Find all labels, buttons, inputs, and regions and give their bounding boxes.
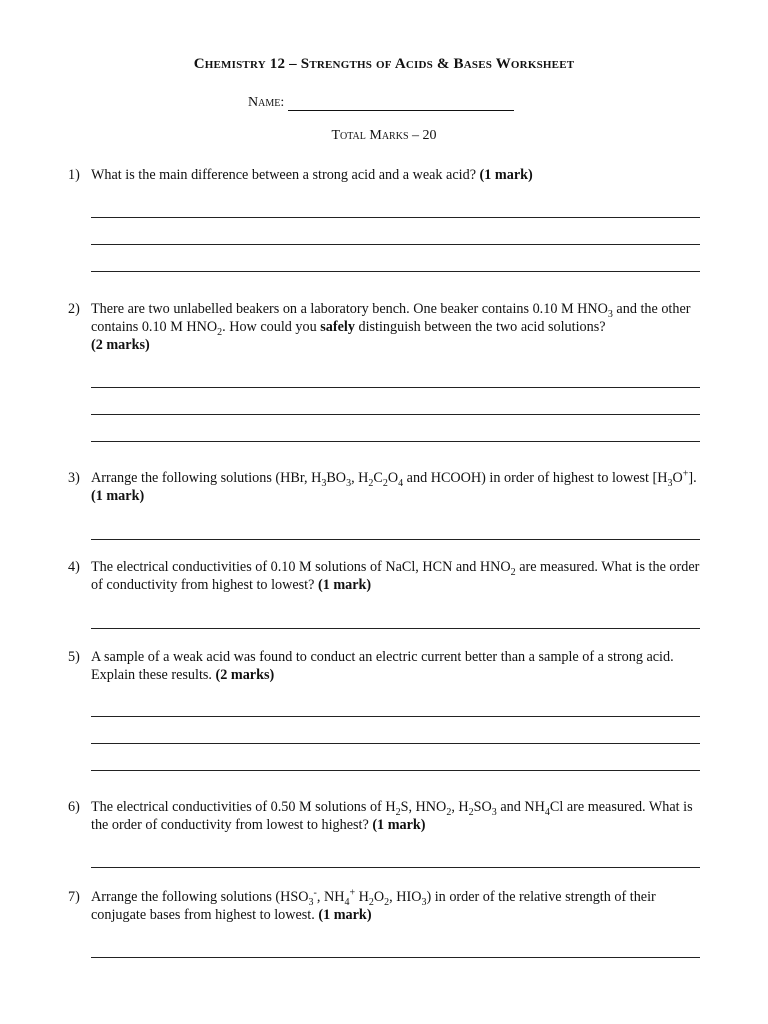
question-3: 3) Arrange the following solutions (HBr, $H_3BO_3$, $H_2C_2O_4$ and HCOOH) in order of highest to lowest $[H_3O^+]$. (1 mark) [68, 468, 697, 504]
question-4: 4) The electrical conductivities of 0.10 M solutions of NaCl, HCN and $HNO_2$ are measured. What is the order of conductivity from highest to lowest? (1 mark) [68, 559, 700, 593]
marks-label: (1 mark) [479, 167, 533, 183]
name-field-row [248, 94, 514, 111]
marks-label: (2 marks) [91, 337, 150, 353]
marks-label: (1 mark) [91, 488, 145, 504]
question-number: 3) [68, 470, 80, 486]
answer-line[interactable] [91, 217, 700, 218]
marks-label: (1 mark) [372, 817, 426, 833]
worksheet-title: Chemistry 12 – Strengths of Acids & Bases Worksheet [193, 56, 575, 72]
question-1: 1) What is the main difference between a strong acid and a weak acid? (1 mark) [68, 167, 533, 183]
name-input-line[interactable] [288, 94, 514, 111]
marks-label: (2 marks) [215, 667, 275, 683]
answer-line[interactable] [91, 628, 700, 629]
question-7: 7) Arrange the following solutions ($HSO_3^-$, $NH_4^+$ $H_2O_2$, $HIO_3$) in order of the relative strength of their conjugate bases from highest to lowest. (1 mark) [68, 887, 656, 923]
question-number: 7) [68, 889, 80, 905]
question-number: 2) [68, 301, 80, 317]
question-6: 6) The electrical conductivities of 0.50 M solutions of $H_2S$, $HNO_2$, $H_2SO_3$ and $NH_4Cl$ are measured. What is the order of conductivity from lowest to highest? (1 mark) [68, 799, 693, 833]
answer-line[interactable] [91, 414, 700, 415]
question-number: 6) [68, 799, 80, 815]
question-number: 4) [68, 559, 80, 575]
total-marks: Total Marks – 20 [331, 128, 437, 143]
question-number: 1) [68, 167, 80, 183]
answer-line[interactable] [91, 716, 700, 717]
answer-line[interactable] [91, 441, 700, 442]
answer-line[interactable] [91, 867, 700, 868]
answer-line[interactable] [91, 770, 700, 771]
answer-line[interactable] [91, 743, 700, 744]
question-5: 5) A sample of a weak acid was found to conduct an electric current better than a sample of a strong acid. Explain these results. (2 marks) [68, 649, 674, 683]
marks-label: (1 mark) [317, 577, 372, 593]
answer-line[interactable] [91, 271, 700, 272]
name-label: Name: [248, 95, 285, 110]
answer-line[interactable] [91, 539, 700, 540]
answer-line[interactable] [91, 244, 700, 245]
answer-line[interactable] [91, 387, 700, 388]
question-2: 2) There are two unlabelled beakers on a laboratory bench. One beaker contains 0.10 M $HNO_3$ and the other contains 0.10 M $HNO_2$. How could you safely distinguish between the two acid solutions? (2 marks) [68, 301, 691, 353]
question-number: 5) [68, 649, 80, 665]
answer-line[interactable] [91, 957, 700, 958]
marks-label: (1 mark) [318, 907, 372, 923]
